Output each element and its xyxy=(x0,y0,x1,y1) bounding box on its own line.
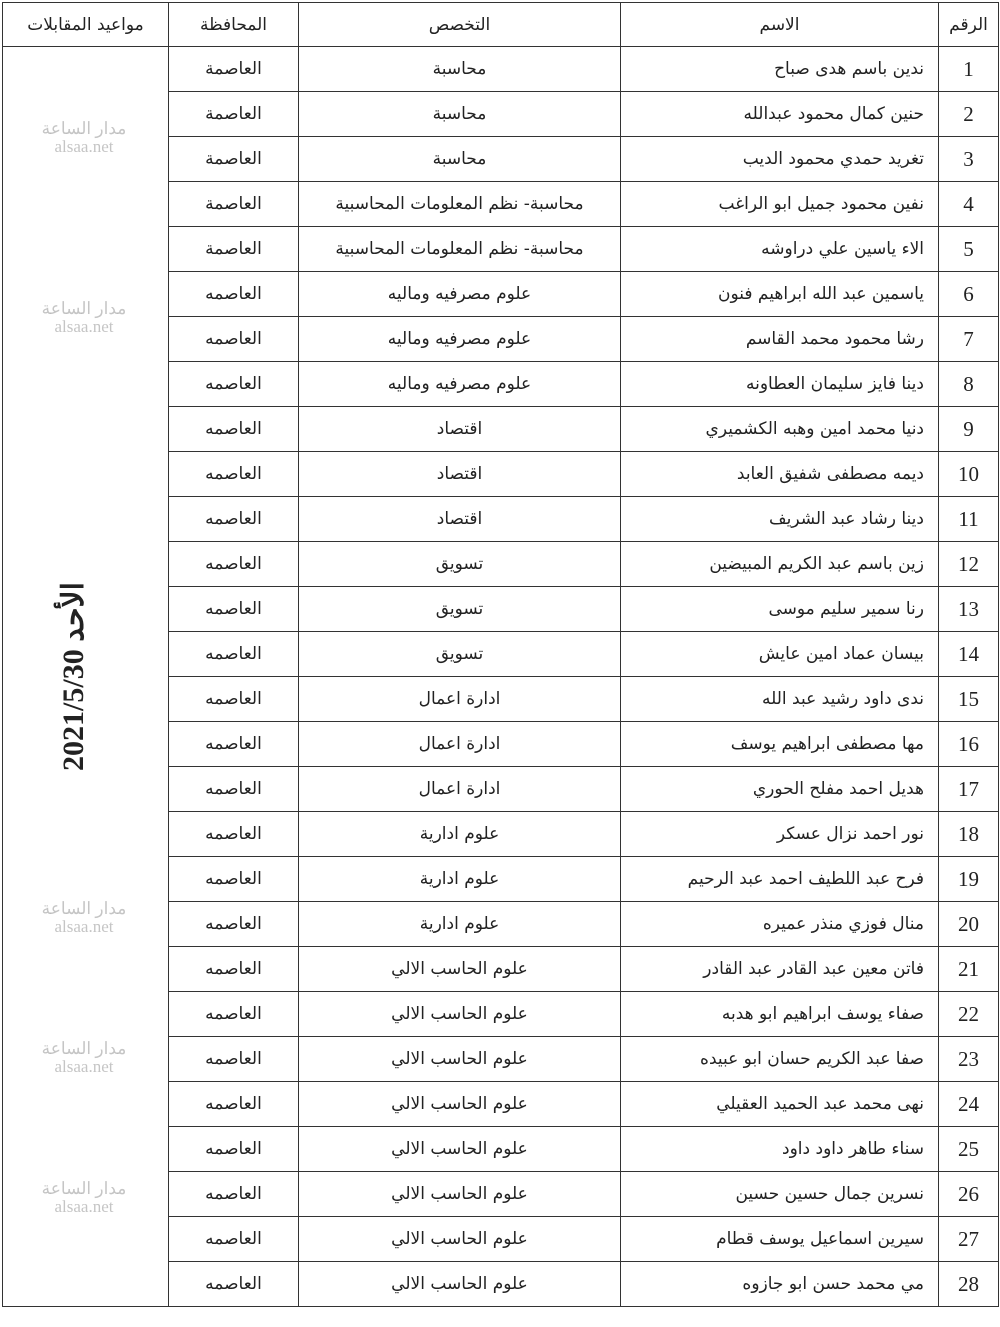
governorate: العاصمه xyxy=(169,587,299,632)
governorate: العاصمه xyxy=(169,677,299,722)
row-number: 20 xyxy=(939,902,999,947)
row-number: 24 xyxy=(939,1082,999,1127)
row-number: 23 xyxy=(939,1037,999,1082)
interview-date-cell xyxy=(3,47,169,1307)
row-number: 4 xyxy=(939,182,999,227)
header-name: الاسم xyxy=(621,3,939,47)
table-body xyxy=(3,47,999,1307)
row-number: 1 xyxy=(939,47,999,92)
row-number: 12 xyxy=(939,542,999,587)
specialization: علوم ادارية xyxy=(299,857,621,902)
row-number: 3 xyxy=(939,137,999,182)
watermark-latin: alsaa.net xyxy=(54,917,114,936)
row-number: 15 xyxy=(939,677,999,722)
row-number: 18 xyxy=(939,812,999,857)
header-governorate: المحافظة xyxy=(169,3,299,47)
governorate: العاصمه xyxy=(169,767,299,812)
specialization: علوم الحاسب الالي xyxy=(299,1172,621,1217)
specialization: علوم الحاسب الالي xyxy=(299,1037,621,1082)
header-number: الرقم xyxy=(939,3,999,47)
governorate: العاصمة xyxy=(169,92,299,137)
applicant-name: سناء طاهر داود داود xyxy=(621,1127,939,1172)
watermark-arabic: مدار الساعة xyxy=(41,119,127,138)
row-number: 26 xyxy=(939,1172,999,1217)
row-number: 11 xyxy=(939,497,999,542)
row-number: 5 xyxy=(939,227,999,272)
row-number: 6 xyxy=(939,272,999,317)
specialization: محاسبة xyxy=(299,92,621,137)
specialization: تسويق xyxy=(299,587,621,632)
watermark-latin: alsaa.net xyxy=(54,137,114,156)
applicant-name: دنيا محمد امين وهبه الكشميري xyxy=(621,407,939,452)
interview-schedule-table xyxy=(2,2,999,1307)
row-number: 2 xyxy=(939,92,999,137)
specialization: علوم مصرفيه وماليه xyxy=(299,317,621,362)
governorate: العاصمه xyxy=(169,812,299,857)
applicant-name: رشا محمود محمد القاسم xyxy=(621,317,939,362)
row-number: 10 xyxy=(939,452,999,497)
specialization: تسويق xyxy=(299,542,621,587)
watermark-latin: alsaa.net xyxy=(54,317,114,336)
row-number: 17 xyxy=(939,767,999,812)
specialization: محاسبة- نظم المعلومات المحاسبية xyxy=(299,227,621,272)
applicant-name: الاء ياسين علي دراوشه xyxy=(621,227,939,272)
header-row xyxy=(3,3,999,47)
applicant-name: هديل احمد مفلح الحوري xyxy=(621,767,939,812)
row-number: 13 xyxy=(939,587,999,632)
specialization: اقتصاد xyxy=(299,407,621,452)
specialization: محاسبة- نظم المعلومات المحاسبية xyxy=(299,182,621,227)
watermark-arabic: مدار الساعة xyxy=(41,1179,127,1198)
watermark-arabic: مدار الساعة xyxy=(41,1039,127,1058)
governorate: العاصمه xyxy=(169,497,299,542)
specialization: علوم ادارية xyxy=(299,902,621,947)
specialization: اقتصاد xyxy=(299,452,621,497)
governorate: العاصمة xyxy=(169,182,299,227)
header-interview-date: مواعيد المقابلات xyxy=(3,3,169,47)
specialization: علوم الحاسب الالي xyxy=(299,1127,621,1172)
applicant-name: نور احمد نزال عسكر xyxy=(621,812,939,857)
applicant-name: دينا رشاد عبد الشريف xyxy=(621,497,939,542)
specialization: علوم مصرفيه وماليه xyxy=(299,272,621,317)
table-row xyxy=(3,47,999,92)
watermark-arabic: مدار الساعة xyxy=(41,899,127,918)
applicant-name: فرح عبد اللطيف احمد عبد الرحيم xyxy=(621,857,939,902)
governorate: العاصمه xyxy=(169,1172,299,1217)
governorate: العاصمة xyxy=(169,47,299,92)
applicant-name: ندى داود رشيد عبد الله xyxy=(621,677,939,722)
governorate: العاصمه xyxy=(169,1127,299,1172)
specialization: علوم الحاسب الالي xyxy=(299,992,621,1037)
governorate: العاصمه xyxy=(169,542,299,587)
row-number: 14 xyxy=(939,632,999,677)
governorate: العاصمه xyxy=(169,1262,299,1307)
row-number: 22 xyxy=(939,992,999,1037)
applicant-name: حنين كمال محمود عبدالله xyxy=(621,92,939,137)
governorate: العاصمه xyxy=(169,407,299,452)
governorate: العاصمة xyxy=(169,137,299,182)
applicant-name: زين باسم عبد الكريم المبيضين xyxy=(621,542,939,587)
specialization: ادارة اعمال xyxy=(299,677,621,722)
governorate: العاصمه xyxy=(169,317,299,362)
row-number: 16 xyxy=(939,722,999,767)
specialization: اقتصاد xyxy=(299,497,621,542)
governorate: العاصمه xyxy=(169,1217,299,1262)
applicant-name: نفين محمود جميل ابو الراغب xyxy=(621,182,939,227)
row-number: 21 xyxy=(939,947,999,992)
governorate: العاصمة xyxy=(169,227,299,272)
specialization: محاسبة xyxy=(299,137,621,182)
governorate: العاصمه xyxy=(169,857,299,902)
specialization: علوم الحاسب الالي xyxy=(299,1217,621,1262)
watermark-latin: alsaa.net xyxy=(54,1197,114,1216)
applicant-name: مها مصطفى ابراهيم يوسف xyxy=(621,722,939,767)
applicant-name: بيسان عماد امين عايش xyxy=(621,632,939,677)
specialization: علوم الحاسب الالي xyxy=(299,1082,621,1127)
applicant-name: منال فوزي منذر عميره xyxy=(621,902,939,947)
applicant-name: فاتن معين عبد القادر عبد القادر xyxy=(621,947,939,992)
applicant-name: رنا سمير سليم موسى xyxy=(621,587,939,632)
governorate: العاصمه xyxy=(169,362,299,407)
governorate: العاصمه xyxy=(169,992,299,1037)
row-number: 19 xyxy=(939,857,999,902)
specialization: محاسبة xyxy=(299,47,621,92)
specialization: علوم مصرفيه وماليه xyxy=(299,362,621,407)
governorate: العاصمه xyxy=(169,1037,299,1082)
applicant-name: سيرين اسماعيل يوسف قطام xyxy=(621,1217,939,1262)
specialization: علوم الحاسب الالي xyxy=(299,1262,621,1307)
governorate: العاصمه xyxy=(169,947,299,992)
applicant-name: نهى محمد عبد الحميد العقيلي xyxy=(621,1082,939,1127)
watermark-arabic: مدار الساعة xyxy=(41,299,127,318)
row-number: 9 xyxy=(939,407,999,452)
applicant-name: صفا عبد الكريم حسان ابو عبيده xyxy=(621,1037,939,1082)
specialization: علوم ادارية xyxy=(299,812,621,857)
applicant-name: تغريد حمدي محمود الديب xyxy=(621,137,939,182)
row-number: 7 xyxy=(939,317,999,362)
applicant-name: ندين باسم هدى صباح xyxy=(621,47,939,92)
applicant-name: نسرين جمال حسين حسين xyxy=(621,1172,939,1217)
governorate: العاصمه xyxy=(169,272,299,317)
row-number: 27 xyxy=(939,1217,999,1262)
row-number: 25 xyxy=(939,1127,999,1172)
governorate: العاصمه xyxy=(169,632,299,677)
watermark-latin: alsaa.net xyxy=(54,1057,114,1076)
row-number: 28 xyxy=(939,1262,999,1307)
applicant-name: صفاء يوسف ابراهيم ابو هدبه xyxy=(621,992,939,1037)
specialization: تسويق xyxy=(299,632,621,677)
applicant-name: ياسمين عبد الله ابراهيم فنون xyxy=(621,272,939,317)
governorate: العاصمه xyxy=(169,902,299,947)
specialization: ادارة اعمال xyxy=(299,722,621,767)
interview-date: الأحد 2021/5/30 xyxy=(57,582,91,771)
header-specialization: التخصص xyxy=(299,3,621,47)
governorate: العاصمه xyxy=(169,452,299,497)
applicant-name: دينا فايز سليمان العطاونه xyxy=(621,362,939,407)
governorate: العاصمه xyxy=(169,1082,299,1127)
specialization: ادارة اعمال xyxy=(299,767,621,812)
governorate: العاصمه xyxy=(169,722,299,767)
specialization: علوم الحاسب الالي xyxy=(299,947,621,992)
applicant-name: ديمه مصطفى شفيق العابد xyxy=(621,452,939,497)
row-number: 8 xyxy=(939,362,999,407)
applicant-name: مي محمد حسن ابو جازوه xyxy=(621,1262,939,1307)
